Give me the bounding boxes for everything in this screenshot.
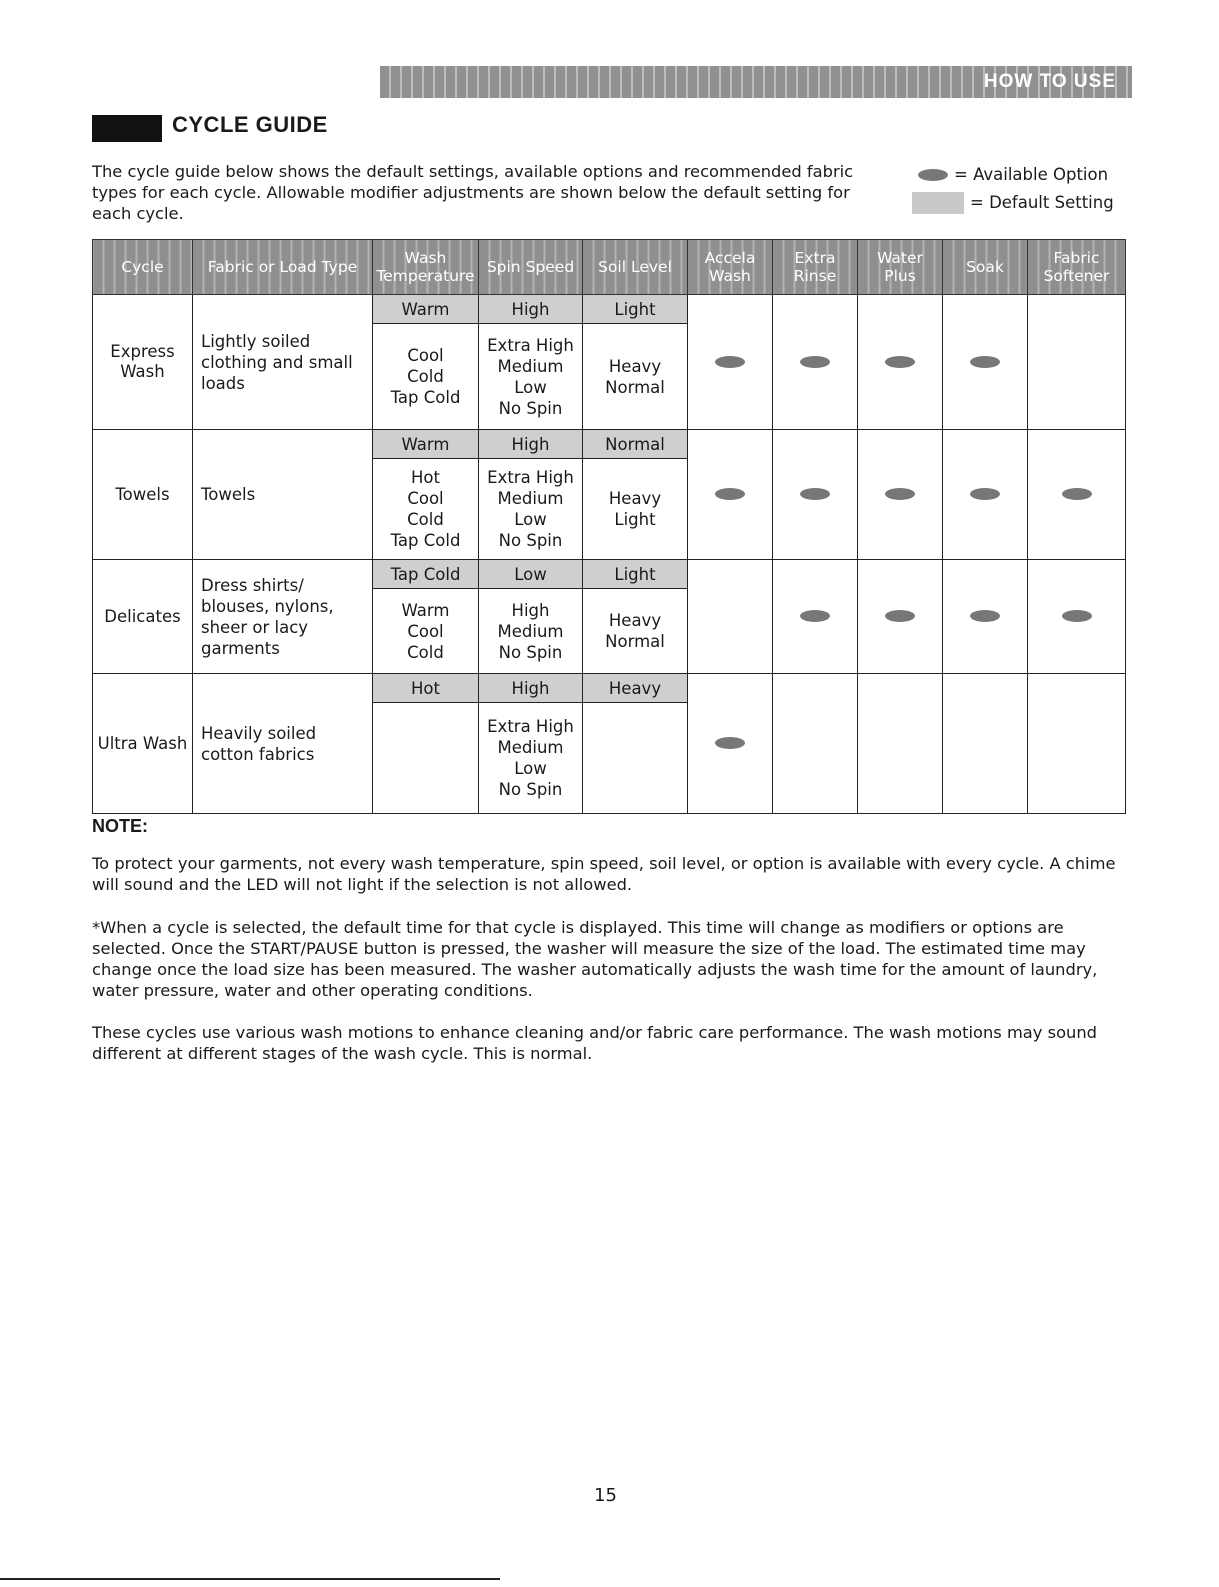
bottom-rule — [0, 1578, 500, 1580]
header-spin-speed: Spin Speed — [479, 240, 583, 295]
table-row — [93, 560, 1126, 589]
header-fabric-softener: Fabric Softener — [1028, 240, 1126, 295]
available-dot-icon — [715, 737, 745, 749]
option-value: Hot — [411, 468, 440, 487]
default-wash-temp: Tap Cold — [373, 560, 479, 589]
option-value: Heavy — [608, 489, 662, 508]
legend — [918, 162, 1114, 218]
option-extra-rinse — [773, 674, 858, 814]
option-extra-rinse — [773, 295, 858, 430]
option-value: Light — [614, 510, 656, 529]
intro-paragraph: The cycle guide below shows the default settings, available options and recommended fabric types for each cycle. Allowable modifier adjustments are shown below the default setting for each cycle. — [92, 162, 854, 223]
soil-level-options — [583, 703, 688, 814]
option-value: Cold — [407, 642, 444, 662]
header-extra-rinse: Extra Rinse — [773, 240, 858, 295]
cycle-name: Delicates — [93, 560, 193, 674]
option-fabric-softener — [1028, 560, 1126, 674]
available-dot-icon — [970, 488, 1000, 500]
spin-speed-options — [479, 324, 583, 430]
option-accela-wash — [688, 560, 773, 674]
option-value: No Spin — [498, 531, 563, 550]
option-value: Warm — [401, 600, 450, 620]
spin-speed-options — [479, 459, 583, 560]
available-dot-icon — [800, 488, 830, 500]
table-header-row — [93, 240, 1126, 295]
table-row — [93, 430, 1126, 459]
option-value: High — [511, 600, 550, 620]
default-spin-speed: High — [479, 295, 583, 324]
spin-speed-options — [479, 703, 583, 814]
available-dot-icon — [970, 610, 1000, 622]
header-soak: Soak — [943, 240, 1028, 295]
note-paragraph-2: *When a cycle is selected, the default time for that cycle is displayed. This time will change as modifiers or options are selected. Once the START/PAUSE button is pressed, the washer will measure the size of the load. The estimated time may change once the load size has been measured. The washer automatically adjusts the wash time for the amount of laundry, water pressure, water and other operating conditions. — [92, 918, 1098, 1000]
available-dot-icon — [1062, 488, 1092, 500]
option-fabric-softener — [1028, 430, 1126, 560]
spin-speed-options — [479, 589, 583, 674]
option-soak — [943, 430, 1028, 560]
fabric-type: Heavily soiled cotton fabrics — [193, 674, 373, 814]
fabric-type: Towels — [193, 430, 373, 560]
option-value: Medium — [497, 356, 564, 376]
wash-temp-options — [373, 589, 479, 674]
legend-default — [918, 190, 1114, 215]
table-row — [93, 295, 1126, 324]
page-title: CYCLE GUIDE — [172, 112, 328, 137]
wash-temp-options — [373, 703, 479, 814]
available-dot-icon — [970, 356, 1000, 368]
option-value: Extra High — [487, 335, 574, 355]
cycle-name: Towels — [93, 430, 193, 560]
section-banner — [380, 66, 1132, 98]
option-fabric-softener — [1028, 295, 1126, 430]
option-soak — [943, 560, 1028, 674]
wash-temp-options — [373, 459, 479, 560]
fabric-type: Dress shirts/ blouses, nylons, sheer or lacy garments — [193, 560, 373, 674]
option-water-plus — [858, 295, 943, 430]
default-spin-speed: High — [479, 430, 583, 459]
header-wash-temp: Wash Temperature — [373, 240, 479, 295]
default-swatch-icon — [912, 192, 964, 214]
option-value: Cool — [407, 621, 444, 641]
legend-available-label: = Available Option — [954, 165, 1109, 184]
available-dot-icon — [715, 488, 745, 500]
option-extra-rinse — [773, 560, 858, 674]
option-water-plus — [858, 430, 943, 560]
available-dot-icon — [885, 488, 915, 500]
fabric-type: Lightly soiled clothing and small loads — [193, 295, 373, 430]
option-water-plus — [858, 674, 943, 814]
header-soil-level: Soil Level — [583, 240, 688, 295]
note-label: NOTE: — [92, 816, 148, 836]
available-dot-icon — [715, 356, 745, 368]
legend-default-label: = Default Setting — [970, 193, 1114, 212]
header-cycle: Cycle — [93, 240, 193, 295]
option-value: No Spin — [498, 642, 563, 662]
section-marker — [92, 115, 162, 142]
option-value: Low — [514, 510, 547, 529]
default-soil-level: Normal — [583, 430, 688, 459]
option-value: Low — [514, 377, 547, 397]
option-soak — [943, 674, 1028, 814]
default-soil-level: Light — [583, 295, 688, 324]
option-water-plus — [858, 560, 943, 674]
table-body — [93, 295, 1126, 814]
option-value: Heavy — [608, 611, 662, 630]
cycle-guide-table — [92, 239, 1126, 814]
cycle-name: Ultra Wash — [93, 674, 193, 814]
option-value: Medium — [497, 489, 564, 508]
default-soil-level: Heavy — [583, 674, 688, 703]
available-dot-icon — [885, 610, 915, 622]
page-number: 15 — [594, 1485, 617, 1506]
option-value: Extra High — [487, 717, 574, 736]
table-row — [93, 674, 1126, 703]
option-value: Medium — [497, 738, 564, 757]
option-value: Normal — [605, 632, 665, 651]
option-accela-wash — [688, 674, 773, 814]
available-dot-icon — [918, 169, 948, 181]
option-fabric-softener — [1028, 674, 1126, 814]
banner-label: HOW TO USE — [983, 71, 1116, 92]
option-value: Extra High — [487, 468, 574, 487]
option-value: Cold — [407, 510, 444, 529]
available-dot-icon — [800, 356, 830, 368]
note-paragraph-1: To protect your garments, not every wash temperature, spin speed, soil level, or option is available with every cycle. A chime will sound and the LED will not light if the selection is not allowed. — [92, 854, 1116, 894]
option-soak — [943, 295, 1028, 430]
wash-temp-options — [373, 324, 479, 430]
option-value: No Spin — [498, 398, 563, 418]
default-spin-speed: High — [479, 674, 583, 703]
header-fabric: Fabric or Load Type — [193, 240, 373, 295]
available-dot-icon — [885, 356, 915, 368]
available-dot-icon — [800, 610, 830, 622]
soil-level-options — [583, 589, 688, 674]
option-accela-wash — [688, 295, 773, 430]
default-wash-temp: Hot — [373, 674, 479, 703]
option-value: Tap Cold — [390, 388, 461, 407]
cycle-name: Express Wash — [93, 295, 193, 430]
option-value: Low — [514, 759, 547, 778]
option-value: No Spin — [498, 780, 563, 799]
option-value: Cool — [407, 489, 444, 508]
soil-level-options — [583, 324, 688, 430]
default-wash-temp: Warm — [373, 295, 479, 324]
default-wash-temp: Warm — [373, 430, 479, 459]
option-value: Normal — [605, 377, 665, 397]
header-water-plus: Water Plus — [858, 240, 943, 295]
option-accela-wash — [688, 430, 773, 560]
option-value: Heavy — [608, 356, 662, 376]
default-spin-speed: Low — [479, 560, 583, 589]
option-value: Cool — [407, 346, 444, 365]
option-value: Tap Cold — [390, 531, 461, 550]
header-accela-wash: Accela Wash — [688, 240, 773, 295]
legend-available — [918, 162, 1114, 187]
available-dot-icon — [1062, 610, 1092, 622]
option-extra-rinse — [773, 430, 858, 560]
option-value: Medium — [497, 621, 564, 641]
soil-level-options — [583, 459, 688, 560]
default-soil-level: Light — [583, 560, 688, 589]
note-paragraph-3: These cycles use various wash motions to enhance cleaning and/or fabric care performance. The wash motions may sound different at different stages of the wash cycle. This is normal. — [92, 1023, 1098, 1063]
option-value: Cold — [407, 367, 444, 386]
